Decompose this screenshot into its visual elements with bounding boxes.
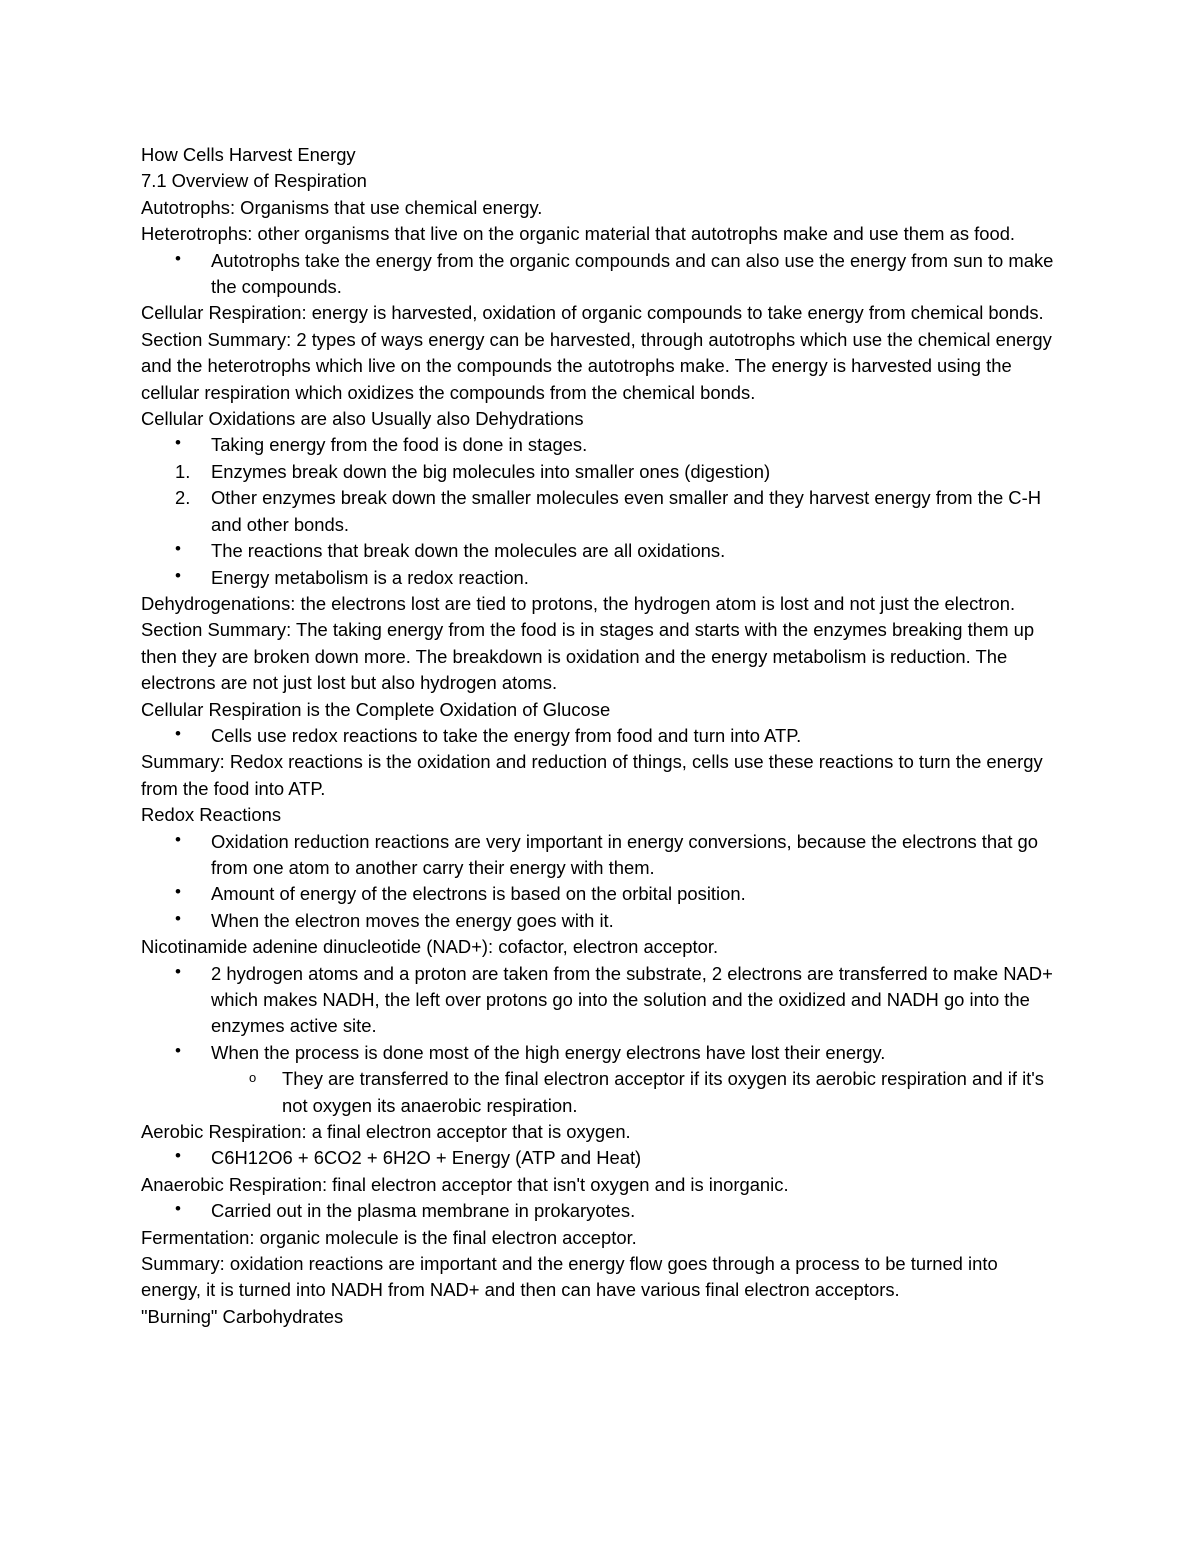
bullet-item [141, 881, 1061, 907]
bullet-text: When the process is done most of the high energy electrons have lost their energy. [211, 1041, 886, 1063]
paragraph-fermentation: Fermentation: organic molecule is the final electron acceptor. [141, 1226, 637, 1248]
paragraph-autotrophs: Autotrophs: Organisms that use chemical energy. [141, 196, 543, 218]
document-body [141, 142, 1061, 1330]
section-summary: Section Summary: 2 types of ways energy can be harvested, through autotrophs which use the chemical energy and the heterotrophs which live on the compounds the autotrophs make. The energy is harvested using the cellular respiration which oxidizes the compounds from the chemical bonds. [141, 328, 1052, 403]
subheading-cellular-oxidations: Cellular Oxidations are also Usually also Dehydrations [141, 408, 584, 430]
subheading-complete-oxidation: Cellular Respiration is the Complete Oxidation of Glucose [141, 698, 611, 720]
bullet-icon: • [175, 908, 181, 928]
bullet-item [141, 1145, 1061, 1171]
bullet-icon: • [175, 433, 181, 453]
bullet-text: 2 hydrogen atoms and a proton are taken from the substrate, 2 electrons are transferred to make NAD+ which makes NADH, the left over protons go into the solution and the oxidized and NADH go into the enzymes active site. [211, 962, 1053, 1037]
bullet-text: Oxidation reduction reactions are very important in energy conversions, because the electrons that go from one atom to another carry their energy with them. [211, 830, 1039, 878]
paragraph-cellular-respiration: Cellular Respiration: energy is harvested, oxidation of organic compounds to take energy from chemical bonds. [141, 302, 1044, 324]
section-heading: 7.1 Overview of Respiration [141, 170, 367, 192]
list-number: 1. [175, 460, 191, 482]
bullet-icon: • [175, 248, 181, 268]
bullet-item [141, 1040, 1061, 1066]
bullet-text: Carried out in the plasma membrane in prokaryotes. [211, 1200, 636, 1222]
bullet-icon: • [175, 1040, 181, 1060]
bullet-icon: • [175, 565, 181, 585]
summary: Summary: Redox reactions is the oxidation and reduction of things, cells use these reactions to turn the energy from the food into ATP. [141, 751, 1043, 799]
bullet-item [141, 961, 1061, 1040]
bullet-text: Cells use redox reactions to take the energy from food and turn into ATP. [211, 724, 802, 746]
document-title: How Cells Harvest Energy [141, 144, 356, 165]
paragraph-heterotrophs: Heterotrophs: other organisms that live on the organic material that autotrophs make and use them as food. [141, 223, 1016, 245]
bullet-text: Taking energy from the food is done in stages. [211, 434, 588, 456]
bullet-icon: • [175, 829, 181, 849]
bullet-icon: • [175, 539, 181, 559]
list-number: 2. [175, 487, 191, 509]
bullet-icon: • [175, 1199, 181, 1219]
bullet-icon: • [175, 882, 181, 902]
section-summary: Section Summary: The taking energy from the food is in stages and starts with the enzymes breaking them up then they are broken down more. The breakdown is oxidation and the energy metabolism is reduction. The electrons are not just lost but also hydrogen atoms. [141, 619, 1035, 694]
bullet-item [141, 565, 1061, 591]
bullet-text: Autotrophs take the energy from the organic compounds and can also use the energy from sun to make the compounds. [211, 249, 1054, 298]
hollow-bullet-icon: o [249, 1070, 257, 1086]
paragraph-aerobic: Aerobic Respiration: a final electron acceptor that is oxygen. [141, 1121, 631, 1143]
bullet-text: Amount of energy of the electrons is based on the orbital position. [211, 883, 746, 905]
numbered-item [141, 485, 1061, 538]
paragraph-anaerobic: Anaerobic Respiration: final electron acceptor that isn't oxygen and is inorganic. [141, 1173, 789, 1195]
numbered-item [141, 459, 1061, 485]
paragraph-dehydrogenations: Dehydrogenations: the electrons lost are tied to protons, the hydrogen atom is lost and not just the electron. [141, 592, 1016, 614]
bullet-item [141, 829, 1061, 882]
bullet-icon: • [175, 961, 181, 981]
bullet-item [141, 248, 1061, 301]
equation-text: C6H12O6 + 6CO2 + 6H2O + Energy (ATP and Heat) [211, 1147, 642, 1169]
bullet-text: The reactions that break down the molecules are all oxidations. [211, 540, 726, 562]
bullet-text: When the electron moves the energy goes with it. [211, 909, 614, 931]
numbered-text: Enzymes break down the big molecules into smaller ones (digestion) [211, 460, 771, 482]
paragraph-nad: Nicotinamide adenine dinucleotide (NAD+): cofactor, electron acceptor. [141, 936, 719, 958]
subheading-burning-carbohydrates: "Burning" Carbohydrates [141, 1305, 344, 1327]
bullet-item [141, 432, 1061, 458]
bullet-icon: • [175, 723, 181, 743]
bullet-item [141, 723, 1061, 749]
bullet-icon: • [175, 1146, 181, 1166]
sub-bullet-item [141, 1066, 1061, 1119]
numbered-text: Other enzymes break down the smaller molecules even smaller and they harvest energy from the C-H and other bonds. [211, 487, 1041, 535]
bullet-item [141, 1198, 1061, 1224]
bullet-item [141, 908, 1061, 934]
subheading-redox: Redox Reactions [141, 804, 282, 826]
bullet-text: Energy metabolism is a redox reaction. [211, 566, 529, 588]
bullet-item [141, 538, 1061, 564]
summary: Summary: oxidation reactions are important and the energy flow goes through a process to be turned into energy, it is turned into NADH from NAD+ and then can have various final electron acceptors. [141, 1253, 998, 1301]
sub-bullet-text: They are transferred to the final electron acceptor if its oxygen its aerobic respiration and if it's not oxygen its anaerobic respiration. [282, 1068, 1044, 1116]
